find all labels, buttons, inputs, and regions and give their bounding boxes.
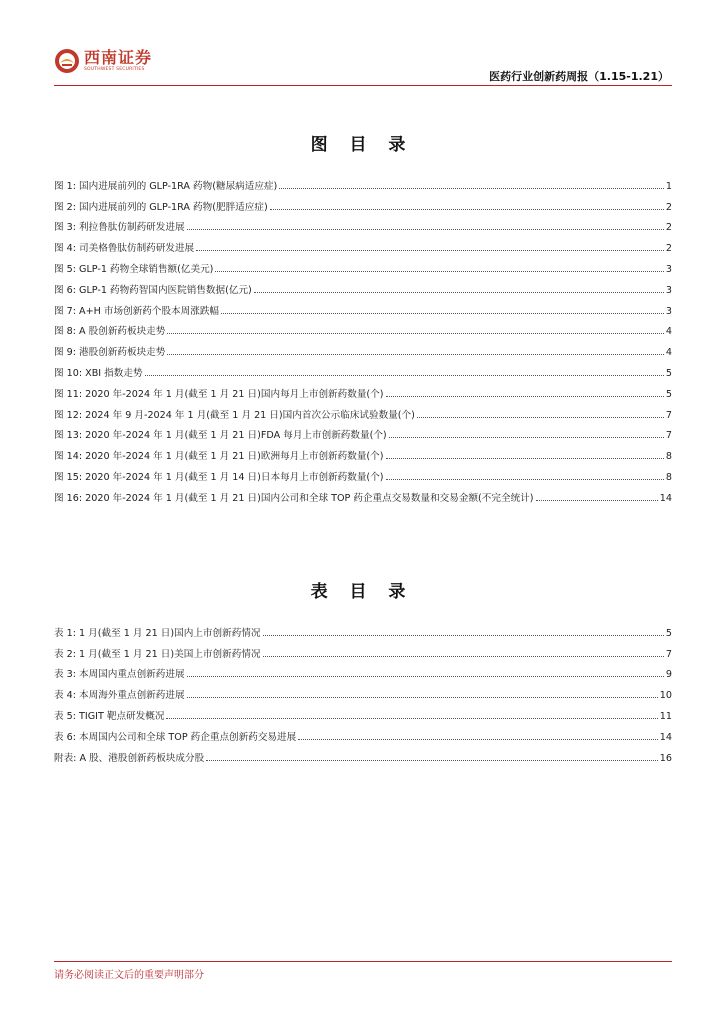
figure-entry-page-number: 2: [665, 243, 672, 255]
dot-leader: [536, 500, 658, 501]
figure-entry[interactable]: [54, 400, 672, 421]
figure-entry[interactable]: [54, 213, 672, 234]
figure-entry[interactable]: [54, 233, 672, 254]
figure-entry-label: 图 13: 2020 年-2024 年 1 月(截至 1 月 21 日)FDA 每月上市创新药数量(个): [54, 430, 387, 442]
report-title: 医药行业创新药周报（1.15-1.21）: [489, 70, 669, 83]
company-logo: [54, 46, 152, 76]
footer-disclaimer-note: 请务必阅读正文后的重要声明部分: [54, 970, 204, 981]
dot-leader: [187, 697, 658, 698]
dot-leader: [166, 718, 657, 719]
figures-section-title: 图 目 录: [310, 135, 414, 155]
dot-leader: [270, 209, 664, 210]
figure-entry-page-number: 4: [665, 347, 672, 359]
table-entry[interactable]: [54, 743, 672, 764]
dot-leader: [187, 229, 664, 230]
table-entry-label: 表 4: 本周海外重点创新药进展: [54, 690, 185, 702]
logo-chinese-name: 西南证券: [84, 48, 153, 67]
figure-entry-page-number: 4: [665, 326, 672, 338]
table-entry-page-number: 10: [659, 690, 672, 702]
figure-entry-page-number: 1: [665, 180, 672, 192]
figure-entry[interactable]: [54, 441, 672, 462]
dot-leader: [215, 271, 663, 272]
dot-leader: [206, 760, 658, 761]
figure-entry-page-number: 8: [665, 471, 672, 483]
dot-leader: [263, 656, 664, 657]
table-entry-label: 附表: A 股、港股创新药板块成分股: [54, 752, 205, 764]
dot-leader: [145, 375, 664, 376]
table-entry[interactable]: [54, 639, 672, 660]
figure-entry-label: 图 9: 港股创新药板块走势: [54, 347, 166, 359]
figure-entry-label: 图 16: 2020 年-2024 年 1 月(截至 1 月 21 日)国内公司和全球 TOP 药企重点交易数量和交易金额(不完全统计): [54, 492, 534, 504]
figure-entry-label: 图 2: 国内进展前列的 GLP-1RA 药物(肥胖适应症): [54, 201, 268, 213]
table-entry-label: 表 1: 1 月(截至 1 月 21 日)国内上市创新药情况: [54, 627, 261, 639]
table-entry-label: 表 2: 1 月(截至 1 月 21 日)美国上市创新药情况: [54, 648, 261, 660]
dot-leader: [389, 437, 664, 438]
logo-english-name: SOUTHWEST SECURITIES: [84, 67, 145, 72]
table-entry[interactable]: [54, 722, 672, 743]
figure-entry-page-number: 2: [665, 201, 672, 213]
figure-entry-page-number: 3: [665, 263, 672, 275]
table-entry-label: 表 5: TIGIT 靶点研发概况: [54, 710, 165, 722]
dot-leader: [263, 635, 664, 636]
dot-leader: [254, 292, 664, 293]
table-entry-page-number: 5: [665, 627, 672, 639]
table-entry-page-number: 9: [665, 669, 672, 681]
figure-entry[interactable]: [54, 337, 672, 358]
figure-entry-label: 图 5: GLP-1 药物全球销售额(亿美元): [54, 263, 214, 275]
figure-entry[interactable]: [54, 296, 672, 317]
table-entry[interactable]: [54, 618, 672, 639]
table-entry-label: 表 3: 本周国内重点创新药进展: [54, 669, 185, 681]
logo-emblem-icon: [54, 48, 80, 74]
header-divider: [54, 85, 672, 86]
figure-entry-label: 图 11: 2020 年-2024 年 1 月(截至 1 月 21 日)国内每月上市创新药数量(个): [54, 388, 384, 400]
figure-entry-label: 图 1: 国内进展前列的 GLP-1RA 药物(糖尿病适应症): [54, 180, 278, 192]
figure-entry-page-number: 14: [659, 492, 672, 504]
figure-entry-label: 图 10: XBI 指数走势: [54, 367, 143, 379]
figure-entry[interactable]: [54, 275, 672, 296]
figure-entry[interactable]: [54, 171, 672, 192]
tables-toc-list: [54, 618, 672, 764]
figure-entry-label: 图 12: 2024 年 9 月-2024 年 1 月(截至 1 月 21 日)国内首次公示临床试验数量(个): [54, 409, 415, 421]
figure-entry-label: 图 6: GLP-1 药物药智国内医院销售数据(亿元): [54, 284, 252, 296]
table-entry-page-number: 7: [665, 648, 672, 660]
figure-entry-label: 图 3: 利拉鲁肽仿制药研发进展: [54, 222, 185, 234]
dot-leader: [386, 458, 664, 459]
dot-leader: [417, 417, 664, 418]
dot-leader: [386, 479, 664, 480]
figure-entry[interactable]: [54, 462, 672, 483]
figure-entry-page-number: 3: [665, 305, 672, 317]
figure-entry[interactable]: [54, 254, 672, 275]
table-entry-page-number: 11: [659, 710, 672, 722]
figure-entry-page-number: 3: [665, 284, 672, 296]
figure-entry-label: 图 15: 2020 年-2024 年 1 月(截至 1 月 14 日)日本每月上市创新药数量(个): [54, 471, 384, 483]
dot-leader: [386, 396, 664, 397]
figures-toc-list: [54, 171, 672, 504]
figure-entry-page-number: 7: [665, 430, 672, 442]
figure-entry[interactable]: [54, 379, 672, 400]
figure-entry-page-number: 8: [665, 451, 672, 463]
dot-leader: [167, 333, 663, 334]
tables-section-title: 表 目 录: [310, 582, 414, 602]
table-entry-label: 表 6: 本周国内公司和全球 TOP 药企重点创新药交易进展: [54, 731, 297, 743]
figure-entry-label: 图 4: 司美格鲁肽仿制药研发进展: [54, 243, 195, 255]
table-entry-page-number: 14: [659, 731, 672, 743]
table-entry[interactable]: [54, 680, 672, 701]
dot-leader: [187, 676, 664, 677]
footer-divider: [54, 961, 672, 962]
figure-entry-label: 图 8: A 股创新药板块走势: [54, 326, 166, 338]
table-entry-page-number: 16: [659, 752, 672, 764]
figure-entry[interactable]: [54, 317, 672, 338]
figure-entry[interactable]: [54, 483, 672, 504]
figure-entry-label: 图 7: A+H 市场创新药个股本周涨跌幅: [54, 305, 220, 317]
dot-leader: [167, 354, 664, 355]
figure-entry-page-number: 7: [665, 409, 672, 421]
table-entry[interactable]: [54, 660, 672, 681]
table-entry[interactable]: [54, 701, 672, 722]
dot-leader: [298, 739, 658, 740]
figure-entry-label: 图 14: 2020 年-2024 年 1 月(截至 1 月 21 日)欧洲每月上市创新药数量(个): [54, 451, 384, 463]
figure-entry[interactable]: [54, 421, 672, 442]
figure-entry[interactable]: [54, 358, 672, 379]
dot-leader: [196, 250, 664, 251]
figure-entry-page-number: 5: [665, 367, 672, 379]
dot-leader: [221, 313, 664, 314]
dot-leader: [279, 188, 664, 189]
figure-entry[interactable]: [54, 192, 672, 213]
figure-entry-page-number: 2: [665, 222, 672, 234]
figure-entry-page-number: 5: [665, 388, 672, 400]
